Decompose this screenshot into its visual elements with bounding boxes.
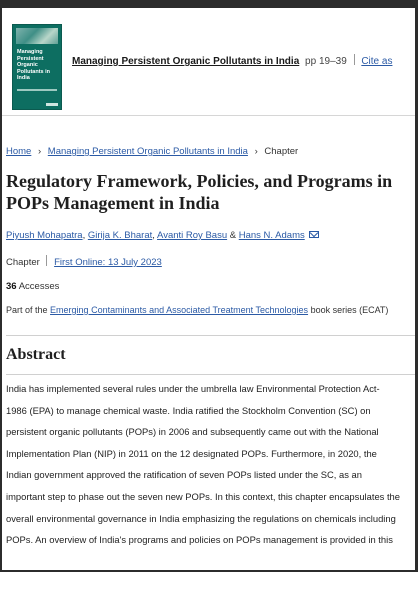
- breadcrumb: [6, 146, 415, 157]
- abstract-line: 1986 (EPA) to manage chemical waste. India ratified the Stockholm Convention (SC) on: [6, 404, 371, 416]
- author-link[interactable]: Hans N. Adams: [238, 230, 305, 241]
- chapter-title: Regulatory Framework, Policies, and Programs in POPs Management in India: [6, 171, 393, 213]
- author-separator: ,: [152, 230, 155, 241]
- series-link[interactable]: Emerging Contaminants and Associated Treatment Technologies: [50, 305, 309, 315]
- page-range: pp 19–39: [305, 56, 347, 67]
- series-prefix: Part of the: [6, 305, 48, 315]
- accesses-count: 36: [6, 281, 17, 292]
- abstract-line: Implementation Plan (NIP) in 2011 on the 12 designated POPs. Furthermore, in 2020, the: [6, 447, 377, 459]
- abstract-heading: Abstract: [6, 346, 66, 363]
- abstract-line: POPs. An overview of India's programs and policies on POPs management is provided in this: [6, 534, 393, 546]
- accesses-label: Accesses: [18, 281, 60, 292]
- abstract-line: important step to phase out the seven new POPs. In this context, this chapter encapsulates the: [6, 490, 400, 502]
- author-list: [6, 230, 415, 241]
- author-link[interactable]: Piyush Mohapatra: [6, 230, 83, 241]
- cite-as-link[interactable]: Cite as: [361, 56, 393, 67]
- section-divider: [6, 374, 416, 375]
- main-content: [2, 146, 415, 551]
- abstract-text: [6, 378, 415, 551]
- chevron-right-icon: ›: [254, 146, 258, 157]
- abstract-line: overall environmental governance in India emphasizing the regulations on chemicals including: [6, 512, 396, 524]
- cover-photo: [16, 28, 58, 44]
- series-info: [6, 305, 415, 315]
- author-ampersand: &: [229, 230, 237, 241]
- meta-separator: [46, 255, 47, 266]
- author-link[interactable]: Girija K. Bharat: [87, 230, 153, 241]
- book-meta: [72, 54, 392, 67]
- chevron-right-icon: ›: [37, 146, 42, 157]
- series-suffix: book series (ECAT): [310, 305, 389, 315]
- abstract-line: India has implemented several rules under the umbrella law Environmental Protection Act-: [6, 383, 380, 394]
- accesses-metric: [6, 281, 415, 292]
- content-type: Chapter: [6, 257, 40, 268]
- breadcrumb-book[interactable]: Managing Persistent Organic Pollutants in India: [47, 146, 248, 157]
- publication-info: [6, 255, 415, 268]
- cover-publisher-mark: [46, 103, 58, 106]
- first-online-link[interactable]: First Online: 13 July 2023: [54, 257, 162, 268]
- section-divider: [6, 335, 416, 336]
- mail-icon[interactable]: [309, 231, 319, 238]
- breadcrumb-current: Chapter: [264, 146, 299, 157]
- abstract-line: persistent organic pollutants (POPs) in 2006 and subsequently came out with the National: [6, 426, 379, 438]
- breadcrumb-home[interactable]: Home: [6, 146, 32, 157]
- book-cover[interactable]: [12, 24, 62, 110]
- cover-title: Managing Persistent Organic Pollutants in India: [17, 49, 50, 81]
- author-separator: ,: [82, 230, 86, 241]
- meta-separator: [354, 54, 355, 65]
- author-link[interactable]: Avanti Roy Basu: [157, 230, 228, 241]
- book-title-link[interactable]: Managing Persistent Organic Pollutants in India: [72, 56, 300, 67]
- abstract-line: Indian government approved the ratification of seven POPs listed under the SC, as an: [6, 469, 362, 481]
- book-header: [2, 8, 415, 116]
- cover-subtitle-bar: [17, 89, 57, 91]
